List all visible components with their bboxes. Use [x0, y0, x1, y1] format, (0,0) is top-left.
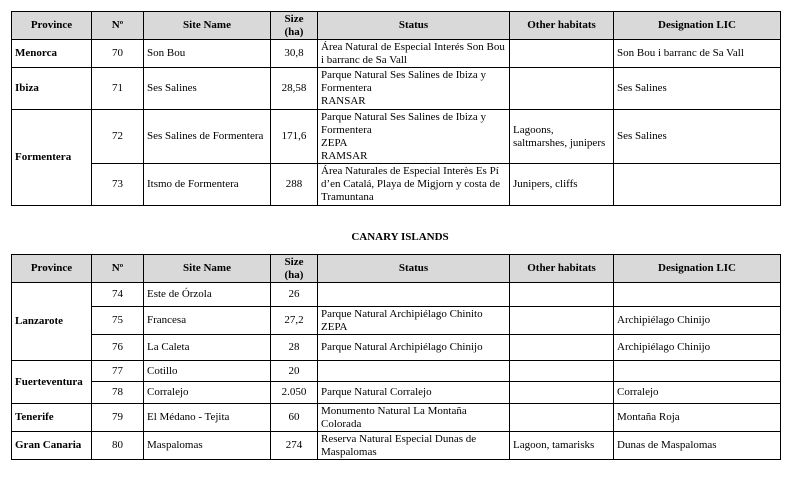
- site-lic: [614, 283, 781, 307]
- site-lic: [614, 164, 781, 206]
- site-size: 20: [271, 361, 318, 382]
- site-habitats: Lagoon, tamarisks: [510, 432, 614, 460]
- site-lic: Dunas de Maspalomas: [614, 432, 781, 460]
- table-row: [12, 68, 781, 110]
- canary-sites-table: [11, 254, 781, 460]
- site-name: Ses Salines: [144, 68, 271, 110]
- header-site-name: Site Name: [144, 12, 271, 40]
- site-habitats: [510, 382, 614, 404]
- site-name: El Médano - Tejita: [144, 404, 271, 432]
- header-row: [12, 255, 781, 283]
- site-name: Ses Salines de Formentera: [144, 110, 271, 164]
- site-habitats: Junipers, cliffs: [510, 164, 614, 206]
- site-number: 80: [92, 432, 144, 460]
- section-title: CANARY ISLANDS: [351, 231, 449, 243]
- table-row: [12, 382, 781, 404]
- site-size: 60: [271, 404, 318, 432]
- header-number: Nº: [92, 12, 144, 40]
- header-site-name: Site Name: [144, 255, 271, 283]
- header-province: Province: [12, 255, 92, 283]
- site-name: Corralejo: [144, 382, 271, 404]
- site-name: La Caleta: [144, 335, 271, 361]
- site-number: 73: [92, 164, 144, 206]
- site-size: 30,8: [271, 40, 318, 68]
- site-status: Parque Natural Ses Salines de Ibiza y Formentera ZEPA RAMSAR: [318, 110, 510, 164]
- site-number: 79: [92, 404, 144, 432]
- table-row: [12, 283, 781, 307]
- site-habitats: [510, 307, 614, 335]
- site-status: [318, 361, 510, 382]
- site-number: 75: [92, 307, 144, 335]
- site-lic: Son Bou i barranc de Sa Vall: [614, 40, 781, 68]
- site-number: 72: [92, 110, 144, 164]
- site-name: Este de Órzola: [144, 283, 271, 307]
- site-status: Parque Natural Archipiélago Chinito ZEPA: [318, 307, 510, 335]
- header-number: Nº: [92, 255, 144, 283]
- balearic-sites-table: [11, 11, 781, 206]
- site-habitats: [510, 404, 614, 432]
- header-province: Province: [12, 12, 92, 40]
- province-cell: Menorca: [12, 40, 92, 68]
- site-number: 76: [92, 335, 144, 361]
- site-status: Área Natural de Especial Interés Son Bou i barranc de Sa Vall: [318, 40, 510, 68]
- site-habitats: [510, 40, 614, 68]
- province-cell: Gran Canaria: [12, 432, 92, 460]
- site-size: 28,58: [271, 68, 318, 110]
- site-habitats: [510, 335, 614, 361]
- site-name: Cotillo: [144, 361, 271, 382]
- header-status: Status: [318, 255, 510, 283]
- site-size: 27,2: [271, 307, 318, 335]
- site-status: Parque Natural Archipiélago Chinijo: [318, 335, 510, 361]
- site-lic: Archipiélago Chinijo: [614, 307, 781, 335]
- site-name: Francesa: [144, 307, 271, 335]
- site-lic: Ses Salines: [614, 110, 781, 164]
- site-number: 77: [92, 361, 144, 382]
- site-lic: [614, 361, 781, 382]
- site-lic: Montaña Roja: [614, 404, 781, 432]
- site-size: 2.050: [271, 382, 318, 404]
- site-number: 70: [92, 40, 144, 68]
- site-name: Son Bou: [144, 40, 271, 68]
- site-status: [318, 283, 510, 307]
- site-habitats: [510, 68, 614, 110]
- header-other-habitats: Other habitats: [510, 255, 614, 283]
- table-row: [12, 361, 781, 382]
- province-cell: Formentera: [12, 110, 92, 206]
- header-designation-lic: Designation LIC: [614, 255, 781, 283]
- site-habitats: Lagoons, saltmarshes, junipers: [510, 110, 614, 164]
- table-row: [12, 110, 781, 164]
- table-row: [12, 307, 781, 335]
- site-name: Maspalomas: [144, 432, 271, 460]
- site-lic: Corralejo: [614, 382, 781, 404]
- table-row: [12, 164, 781, 206]
- header-size: Size (ha): [271, 12, 318, 40]
- site-size: 274: [271, 432, 318, 460]
- site-size: 288: [271, 164, 318, 206]
- site-status: Área Naturales de Especial Interès Es Pí d’en Catalá, Playa de Migjorn y costa de Tramuntana: [318, 164, 510, 206]
- site-status: Monumento Natural La Montaña Colorada: [318, 404, 510, 432]
- site-size: 26: [271, 283, 318, 307]
- site-habitats: [510, 283, 614, 307]
- site-number: 74: [92, 283, 144, 307]
- table-row: [12, 335, 781, 361]
- table-row: [12, 404, 781, 432]
- header-status: Status: [318, 12, 510, 40]
- province-cell: Tenerife: [12, 404, 92, 432]
- site-habitats: [510, 361, 614, 382]
- province-cell: Lanzarote: [12, 283, 92, 361]
- header-designation-lic: Designation LIC: [614, 12, 781, 40]
- site-number: 71: [92, 68, 144, 110]
- header-size: Size (ha): [271, 255, 318, 283]
- header-other-habitats: Other habitats: [510, 12, 614, 40]
- province-cell: Fuerteventura: [12, 361, 92, 404]
- site-lic: Archipiélago Chinijo: [614, 335, 781, 361]
- header-row: [12, 12, 781, 40]
- site-name: Itsmo de Formentera: [144, 164, 271, 206]
- site-size: 171,6: [271, 110, 318, 164]
- site-status: Reserva Natural Especial Dunas de Maspalomas: [318, 432, 510, 460]
- site-size: 28: [271, 335, 318, 361]
- site-lic: Ses Salines: [614, 68, 781, 110]
- site-status: Parque Natural Corralejo: [318, 382, 510, 404]
- table-row: [12, 40, 781, 68]
- site-status: Parque Natural Ses Salines de Ibiza y Formentera RANSAR: [318, 68, 510, 110]
- table-row: [12, 432, 781, 460]
- site-number: 78: [92, 382, 144, 404]
- province-cell: Ibiza: [12, 68, 92, 110]
